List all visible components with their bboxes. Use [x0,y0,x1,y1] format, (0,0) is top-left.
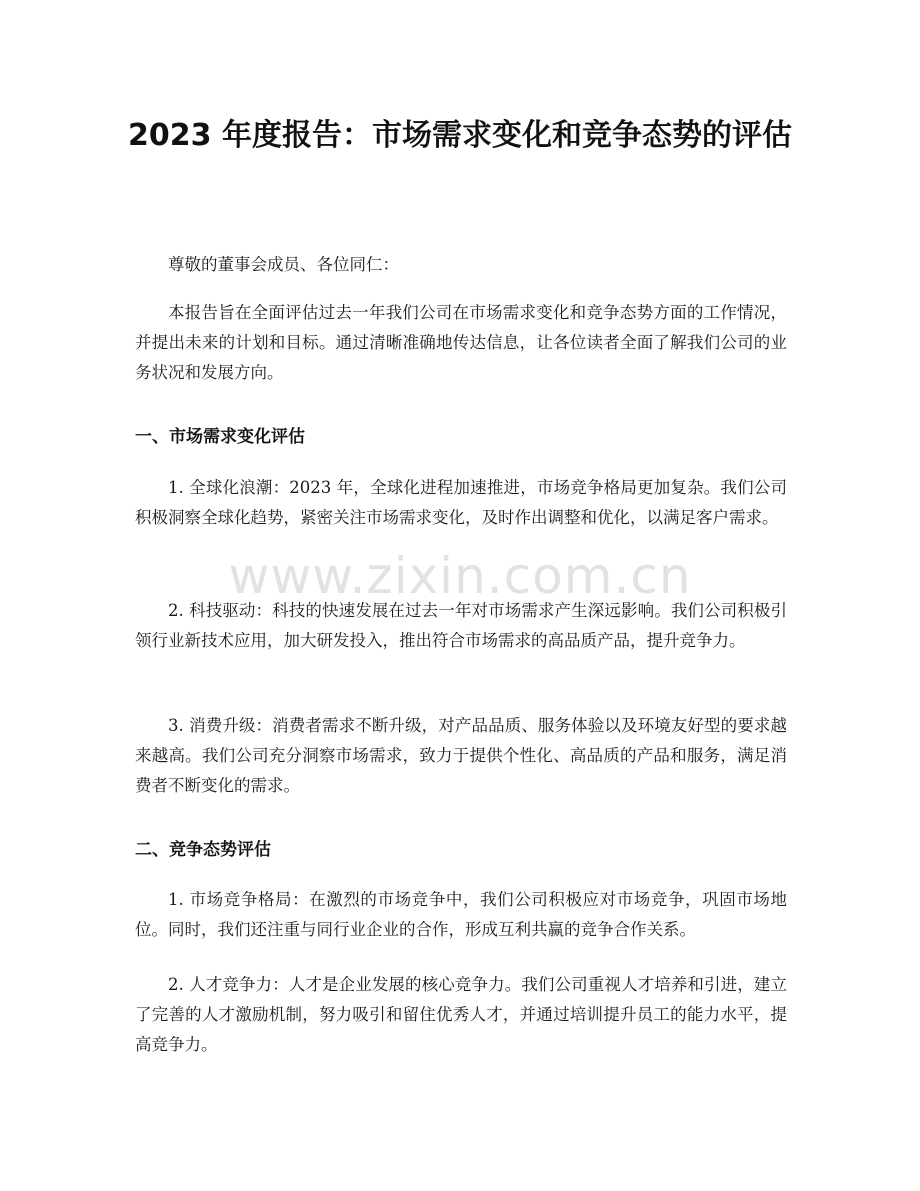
section-2-paragraph-2: 2. 人才竞争力：人才是企业发展的核心竞争力。我们公司重视人才培养和引进，建立了完善的人才激励机制，努力吸引和留住优秀人才，并通过培训提升员工的能力水平，提高竞争力。 [135,975,787,1054]
watermark: www.zixin.com.cn [228,547,692,605]
section-heading-1: 一、市场需求变化评估 [135,427,305,447]
intro-paragraph: 本报告旨在全面评估过去一年我们公司在市场需求变化和竞争态势方面的工作情况，并提出未来的计划和目标。通过清晰准确地传达信息，让各位读者全面了解我们公司的业务状况和发展方向。 [135,303,787,382]
section-1-paragraph-3: 3. 消费升级：消费者需求不断升级，对产品品质、服务体验以及环境友好型的要求越来越高。我们公司充分洞察市场需求，致力于提供个性化、高品质的产品和服务，满足消费者不断变化的需求。 [135,716,787,795]
section-1-paragraph-1: 1. 全球化浪潮：2023 年，全球化进程加速推进，市场竞争格局更加复杂。我们公司积极洞察全球化趋势，紧密关注市场需求变化，及时作出调整和优化，以满足客户需求。 [135,478,787,527]
section-1-paragraph-2: 2. 科技驱动：科技的快速发展在过去一年对市场需求产生深远影响。我们公司积极引领行业新技术应用，加大研发投入，推出符合市场需求的高品质产品，提升竞争力。 [135,601,787,650]
section-heading-2: 二、竞争态势评估 [135,840,271,860]
document-title: 2023 年度报告：市场需求变化和竞争态势的评估 [128,118,792,153]
section-2-paragraph-1: 1. 市场竞争格局：在激烈的市场竞争中，我们公司积极应对市场竞争，巩固市场地位。同时，我们还注重与同行业企业的合作，形成互利共赢的竞争合作关系。 [135,890,787,939]
salutation: 尊敬的董事会成员、各位同仁： [168,255,399,274]
